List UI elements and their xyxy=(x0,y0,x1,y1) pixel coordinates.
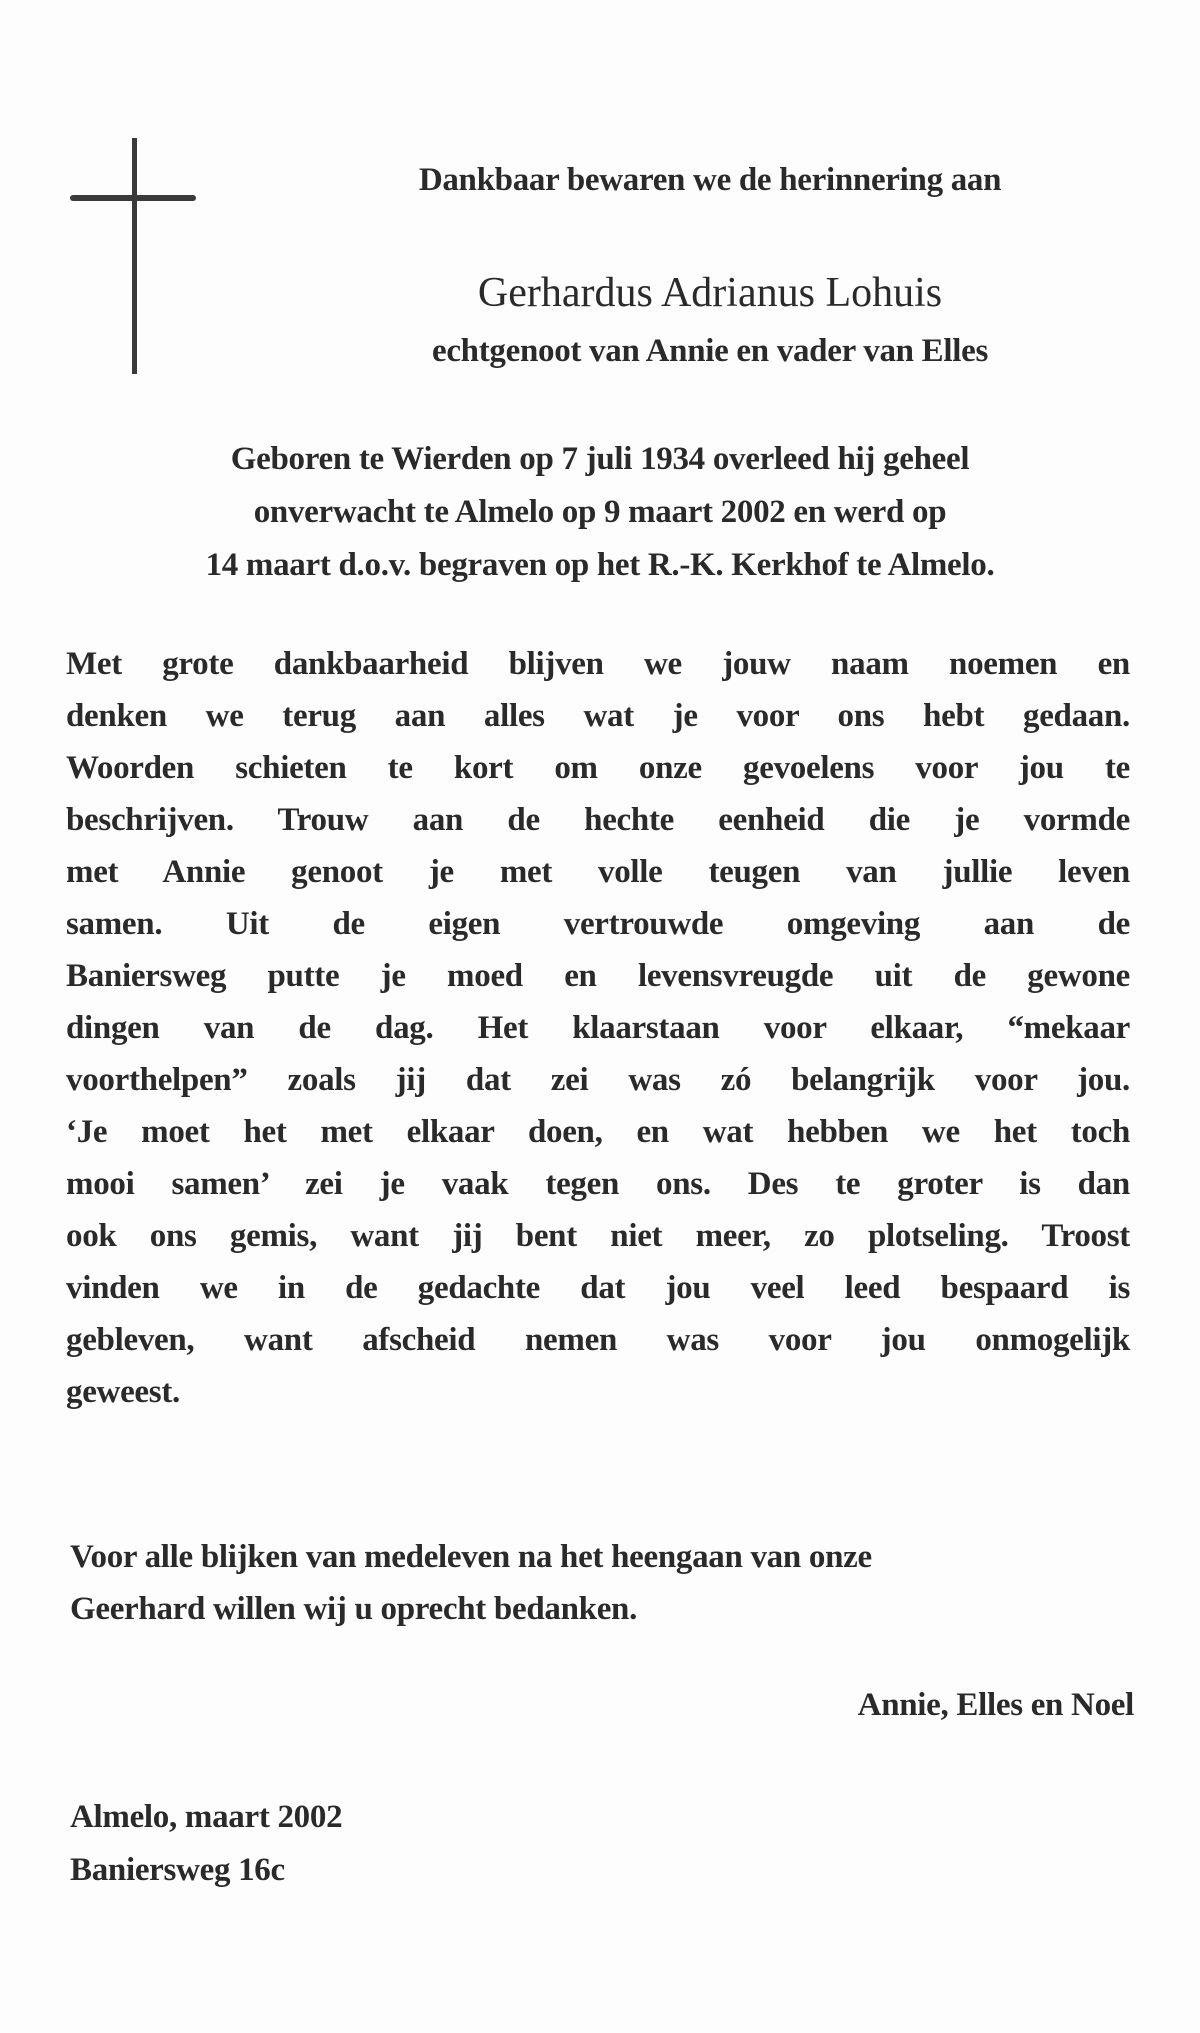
memorial-line: ‘Je moet het met elkaar doen, en wat hebben we het toch xyxy=(66,1114,1130,1150)
signature: Annie, Elles en Noel xyxy=(857,1687,1134,1723)
memorial-line: Baniersweg putte je moed en levensvreugde uit de gewone xyxy=(66,958,1130,994)
memorial-line: Met grote dankbaarheid blijven we jouw naam noemen en xyxy=(66,646,1130,682)
birth-death-info xyxy=(80,433,1120,592)
memorial-line: beschrijven. Trouw aan de hechte eenheid die je vormde xyxy=(66,802,1130,838)
place-date: Almelo, maart 2002 xyxy=(70,1799,343,1835)
thanks-line: Voor alle blijken van medeleven na het heengaan van onze xyxy=(70,1539,872,1575)
memorial-line: gebleven, want afscheid nemen was voor jou onmogelijk xyxy=(66,1322,1130,1358)
address: Baniersweg 16c xyxy=(70,1852,285,1888)
birth-death-line: 14 maart d.o.v. begraven op het R.-K. Kerkhof te Almelo. xyxy=(205,547,995,583)
deceased-name: Gerhardus Adrianus Lohuis xyxy=(477,270,943,316)
memorial-line: met Annie genoot je met volle teugen van jullie leven xyxy=(66,854,1130,890)
relation-text: echtgenoot van Annie en vader van Elles xyxy=(431,333,989,369)
memorial-line: ook ons gemis, want jij bent niet meer, zo plotseling. Troost xyxy=(66,1218,1130,1254)
cross-icon xyxy=(132,138,137,374)
memorial-line: denken we terug aan alles wat je voor ons hebt gedaan. xyxy=(66,698,1130,734)
memorial-line: dingen van de dag. Het klaarstaan voor elkaar, “mekaar xyxy=(66,1010,1130,1046)
cross-icon-bar xyxy=(70,195,196,201)
birth-death-line: Geboren te Wierden op 7 juli 1934 overleed hij geheel xyxy=(230,441,970,477)
memorial-line: voorthelpen” zoals jij dat zei was zó belangrijk voor jou. xyxy=(66,1062,1130,1098)
memorial-line: geweest. xyxy=(66,1374,180,1410)
thanks-line: Geerhard willen wij u oprecht bedanken. xyxy=(70,1591,638,1627)
memorial-line: mooi samen’ zei je vaak tegen ons. Des te groter is dan xyxy=(66,1166,1130,1202)
birth-death-line: onverwacht te Almelo op 9 maart 2002 en werd op xyxy=(253,494,947,530)
memorial-line: samen. Uit de eigen vertrouwde omgeving aan de xyxy=(66,906,1130,942)
thanks-text xyxy=(70,1531,872,1635)
memorial-line: vinden we in de gedachte dat jou veel leed bespaard is xyxy=(66,1270,1130,1306)
memorial-line: Woorden schieten te kort om onze gevoelens voor jou te xyxy=(66,750,1130,786)
memorial-text xyxy=(66,644,1130,1424)
intro-text: Dankbaar bewaren we de herinnering aan xyxy=(418,162,1002,198)
place-address xyxy=(70,1791,342,1897)
